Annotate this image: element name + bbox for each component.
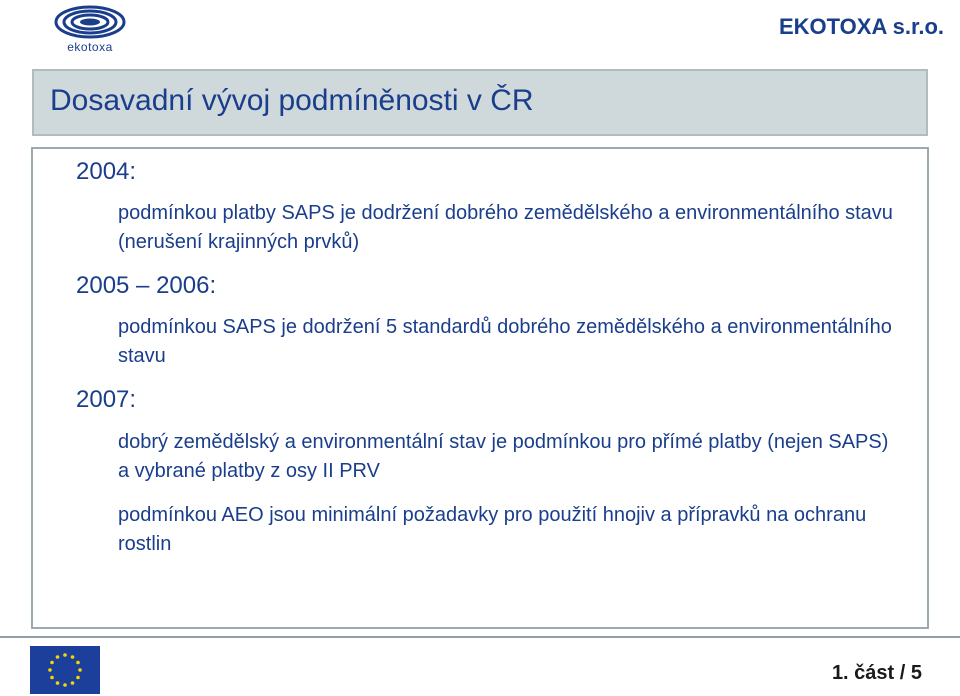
paragraph: podmínkou SAPS je dodržení 5 standardů dobrého zemědělského a environmentálního stavu [118,316,892,367]
year-label: 2004: [76,158,137,185]
page-indicator: 1. část / 5 [831,662,922,684]
eu-star-icon [71,681,75,685]
company-name: EKOTOXA s.r.o. [778,14,944,39]
eu-star-icon [56,655,60,659]
year-label: 2005 – 2006: [76,272,217,299]
eu-flag-icon [30,646,100,694]
eu-star-icon [71,655,75,659]
footer-divider [0,636,960,638]
eu-star-icon [76,676,80,680]
slide-title: Dosavadní vývoj podmíněnosti v ČR [50,84,534,117]
paragraph: podmínkou platby SAPS je dodržení dobrého zemědělského a environmentálního stavu (nerušení krajinných prvků) [118,202,893,253]
eu-star-icon [63,653,67,657]
eu-star-icon [48,668,52,672]
eu-star-icon [50,661,54,665]
year-label: 2007: [76,386,137,413]
paragraph: podmínkou AEO jsou minimální požadavky pro použití hnojiv a přípravků na ochranu rostlin [118,504,867,555]
logo-text: ekotoxa [67,40,113,54]
eu-star-icon [78,668,82,672]
eu-star-icon [63,683,67,687]
eu-star-icon [50,676,54,680]
paragraph: dobrý zemědělský a environmentální stav je podmínkou pro přímé platby (nejen SAPS) a vybrané platby z osy II PRV [118,431,889,482]
eu-star-icon [76,661,80,665]
eu-star-icon [56,681,60,685]
